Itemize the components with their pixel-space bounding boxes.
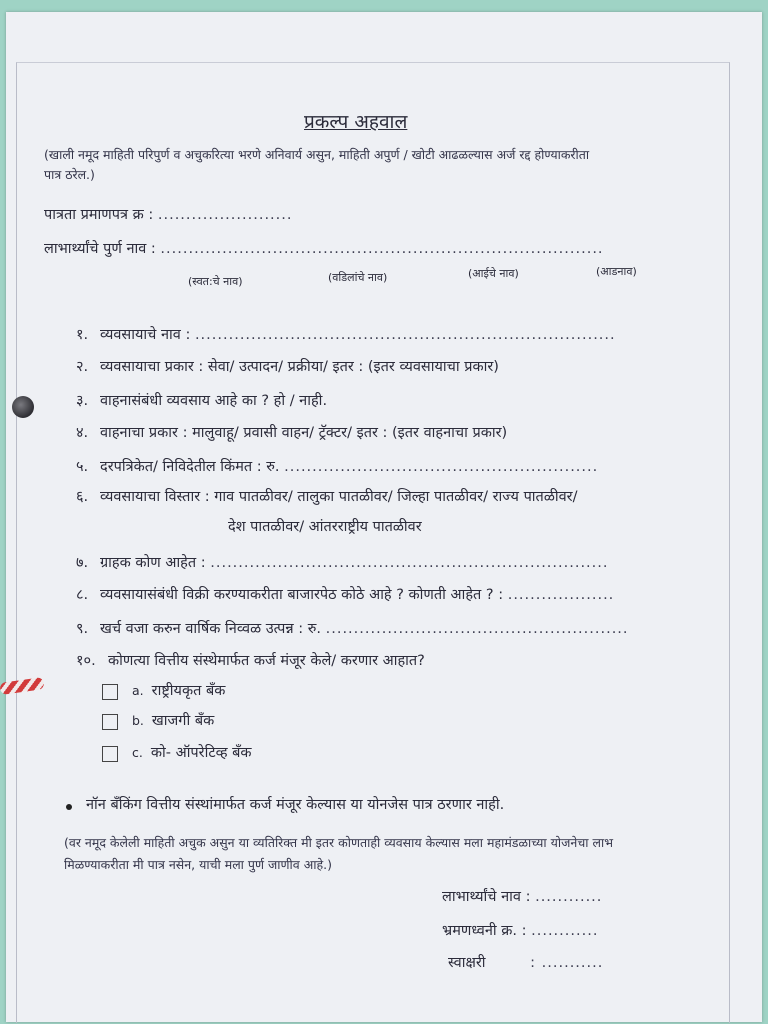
form-page [6, 12, 762, 1022]
bullet-dot [66, 804, 72, 810]
intro-note-line-1: (खाली नमूद माहिती परिपुर्ण व अचुकरित्या भरणे अनिवार्य असुन, माहिती अपुर्ण / खोटी आढळल्यास अर्ज रद्द होण्याकरीता [44, 147, 590, 162]
item-5: ५. दरपत्रिकेत/ निविदेतील किंमत : रु. ........................................................ [76, 459, 599, 475]
item-7: ७. ग्राहक कोण आहेत : ....................................................................... [76, 555, 609, 571]
signature-phone-field: भ्रमणध्वनी क्र. : ............ [442, 923, 599, 939]
item-1: १. व्यवसायाचे नाव : ........................................................................... [76, 327, 616, 343]
intro-note-line-2: पात्र ठरेल.) [44, 167, 95, 182]
bank-option-b-checkbox[interactable] [102, 714, 118, 730]
bank-option-a: a. राष्ट्रीयकृत बँक [132, 683, 226, 699]
item-3: ३. वाहनासंबंधी व्यवसाय आहे का ? हो / नाही. [76, 393, 328, 409]
punch-hole-top [12, 396, 34, 418]
name-part-self: (स्वत:चे नाव) [188, 275, 243, 288]
certificate-dots: ........................ [157, 207, 293, 223]
signature-sign-field: स्वाक्षरी : ........... [448, 955, 604, 971]
item-2: २. व्यवसायाचा प्रकार : सेवा/ उत्पादन/ प्रक्रीया/ इतर : (इतर व्यवसायाचा प्रकार) [76, 359, 499, 375]
item-8: ८. व्यवसायासंबंधी विक्री करण्याकरीता बाजारपेठ कोठे आहे ? कोणती आहेत ? : ................... [76, 587, 615, 603]
item-6-continued: देश पातळीवर/ आंतरराष्ट्रीय पातळीवर [228, 519, 422, 535]
declaration-line-1: (वर नमूद केलेली माहिती अचुक असुन या व्यतिरिक्त मी इतर कोणताही व्यवसाय केल्यास मला महामंडळाच्या योजनेचा लाभ [64, 835, 613, 850]
declaration-line-2: मिळण्याकरीता मी पात्र नसेन, याची मला पुर्ण जाणीव आहे.) [64, 857, 332, 872]
certificate-label: पात्रता प्रमाणपत्र क्र : [44, 207, 154, 223]
item-4: ४. वाहनाचा प्रकार : मालुवाहू/ प्रवासी वाहन/ ट्रॅक्टर/ इतर : (इतर वाहनाचा प्रकार) [76, 425, 508, 441]
name-part-mother: (आईचे नाव) [468, 267, 519, 280]
bank-option-b: b. खाजगी बँक [132, 713, 215, 729]
bank-option-c: c. को- ऑपरेटिव्ह बँक [132, 745, 252, 761]
item-6: ६. व्यवसायाचा विस्तार : गाव पातळीवर/ तालुका पातळीवर/ जिल्हा पातळीवर/ राज्य पातळीवर/ [76, 489, 578, 505]
fullname-field [44, 238, 604, 258]
fullname-dots: ............................................................................... [160, 241, 604, 257]
bank-option-c-checkbox[interactable] [102, 746, 118, 762]
signature-name-field: लाभार्थ्यांचे नाव : ............ [442, 889, 603, 905]
item-9: ९. खर्च वजा करुन वार्षिक निव्वळ उत्पन्न : रु. ...................................................... [76, 621, 629, 637]
fullname-label: लाभार्थ्यांचे पुर्ण नाव : [44, 241, 156, 257]
certificate-number-field [44, 204, 293, 224]
item-10: १०. कोणत्या वित्तीय संस्थेमार्फत कर्ज मंजूर केले/ करणार आहात? [76, 653, 425, 669]
name-part-surname: (आडनाव) [596, 265, 637, 278]
bullet-note: नॉन बँकिंग वित्तीय संस्थांमार्फत कर्ज मंजूर केल्यास या योनजेस पात्र ठरणार नाही. [86, 797, 505, 813]
bank-option-a-checkbox[interactable] [102, 684, 118, 700]
name-part-father: (वडिलांचे नाव) [328, 271, 388, 284]
form-title: प्रकल्प अहवाल [304, 111, 408, 133]
